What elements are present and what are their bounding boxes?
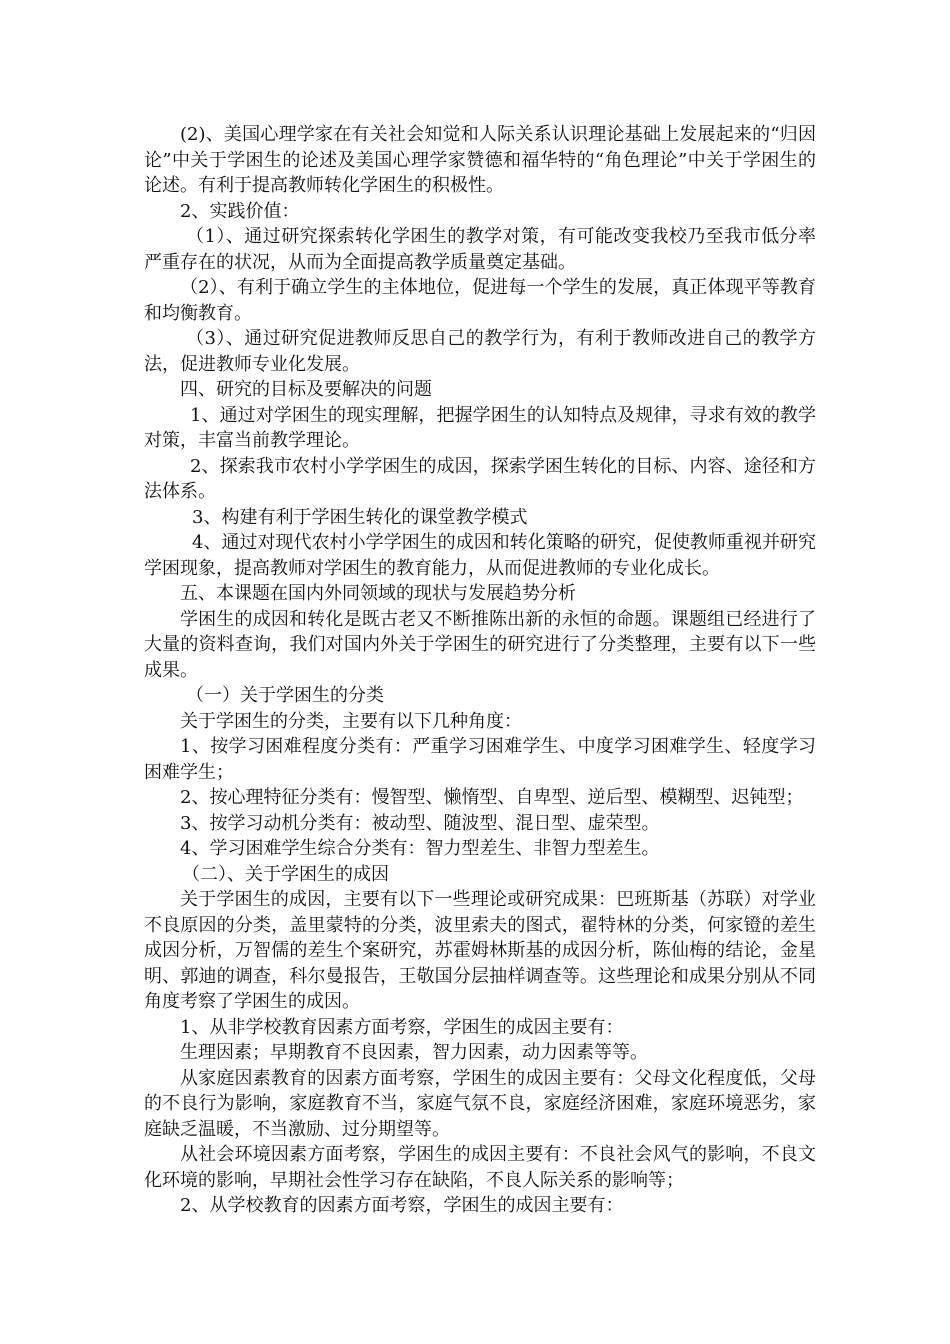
paragraph-practical-3: （3）、通过研究促进教师反思自己的教学行为，有利于教师改进自己的教学方法，促进教师专业化发展。 [144, 328, 816, 375]
section-heading-5: 五、本课题在国内外同领域的现状与发展趋势分析 [180, 583, 576, 604]
classification-1: 1、按学习困难程度分类有：严重学习困难学生、中度学习困难学生、轻度学习困难学生； [144, 736, 816, 783]
subheading-causes: （二）、关于学困生的成因 [182, 863, 389, 885]
cause-social: 从社会环境因素方面考察，学困生的成因主要有：不良社会风气的影响，不良文化环境的影响，早期社会性学习存在缺陷，不良人际关系的影响等； [144, 1144, 816, 1191]
classification-3: 3、按学习动机分类有：被动型、随波型、混日型、虚荣型。 [180, 812, 660, 834]
paragraph-causes-theories: 关于学困生的成因，主要有以下一些理论或研究成果：巴班斯基（苏联）对学业不良原因的分类，盖里蒙特的分类，波里索夫的图式，翟特林的分类，何家镫的差生成因分析，万智儒的差生个案研究，苏霍姆林斯基的成因分析，陈仙梅的结论，金星明、郭迪的调查，科尔曼报告，王敬国分层抽样调查等。这些理论和成果分别从不同角度考察了学困生的成因。 [144, 889, 816, 1012]
goal-1: 1、通过对学困生的现实理解，把握学困生的认知特点及规律，寻求有效的教学对策，丰富当前教学理论。 [144, 404, 816, 451]
goal-3: 3、构建有利于学困生转化的课堂教学模式 [192, 506, 528, 528]
cause-school-heading: 2、从学校教育的因素方面考察，学困生的成因主要有： [180, 1195, 624, 1216]
cause-nonschool-heading: 1、从非学校教育因素方面考察，学困生的成因主要有： [180, 1016, 624, 1038]
cause-physiological: 生理因素；早期教育不良因素，智力因素，动力因素等等。 [180, 1042, 648, 1063]
paragraph-research-overview: 学困生的成因和转化是既古老又不断推陈出新的永恒的命题。课题组已经进行了大量的资料查询，我们对国内外关于学困生的研究进行了分类整理，主要有以下一些成果。 [144, 608, 816, 681]
paragraph-practical-1: （1）、通过研究探索转化学困生的教学对策，有可能改变我校乃至我市低分率严重存在的状况，从而为全面提高教学质量奠定基础。 [144, 226, 816, 273]
document-body [144, 122, 816, 1219]
classification-4: 4、学习困难学生综合分类有：智力型差生、非智力型差生。 [180, 838, 660, 859]
paragraph-attribution-theory: (2)、美国心理学家在有关社会知觉和人际关系认识理论基础上发展起来的“归因论”中关于学困生的论述及美国心理学家赞德和福华特的“角色理论”中关于学困生的论述。有利于提高教师转化学困生的积极性。 [144, 124, 816, 196]
classification-2: 2、按心理特征分类有：慢智型、懒惰型、自卑型、逆后型、模糊型、迟钝型； [180, 787, 804, 808]
paragraph-classification-intro: 关于学困生的分类，主要有以下几种角度： [180, 710, 522, 732]
heading-practical-value: 2、实践价值： [180, 200, 300, 222]
subheading-classification: （一）关于学困生的分类 [186, 685, 384, 706]
goal-4: 4、通过对现代农村小学学困生的成因和转化策略的研究，促使教师重视并研究学困现象，提高教师对学困生的教育能力，从而促进教师的专业化成长。 [144, 532, 816, 579]
paragraph-practical-2: （2）、有利于确立学生的主体地位，促进每一个学生的发展，真正体现平等教育和均衡教育。 [144, 277, 816, 324]
section-heading-4: 四、研究的目标及要解决的问题 [180, 379, 432, 400]
goal-2: 2、探索我市农村小学学困生的成因，探索学困生转化的目标、内容、途径和方法体系。 [144, 455, 816, 502]
cause-family: 从家庭因素教育的因素方面考察，学困生的成因主要有：父母文化程度低，父母的不良行为影响，家庭教育不当，家庭气氛不良，家庭经济困难，家庭环境恶劣，家庭缺乏温暖，不当激励、过分期望等。 [144, 1067, 816, 1140]
